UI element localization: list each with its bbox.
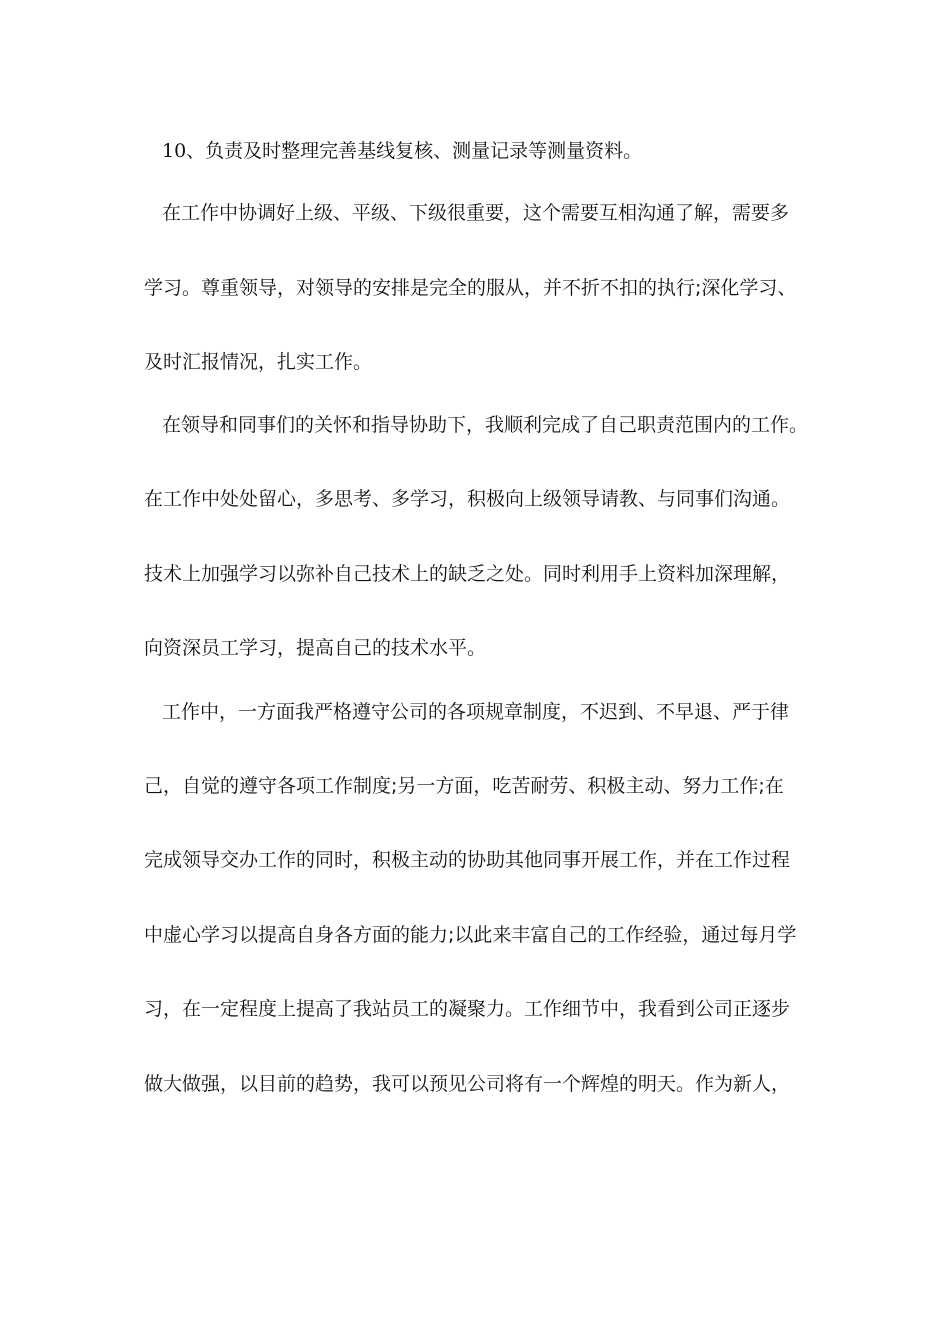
paragraph-3-line-1: 工作中，一方面我严格遵守公司的各项规章制度，不迟到、不早退、严于律: [162, 701, 790, 723]
list-item-10: 10、负责及时整理完善基线复核、测量记录等测量资料。: [162, 140, 643, 162]
paragraph-2-line-2: 在工作中处处留心，多思考、多学习，积极向上级领导请教、与同事们沟通。: [144, 488, 791, 510]
paragraph-1-line-2: 学习。尊重领导，对领导的安排是完全的服从，并不折不扣的执行;深化学习、: [144, 277, 797, 299]
paragraph-3-line-6: 做大做强，以目前的趋势，我可以预见公司将有一个辉煌的明天。作为新人，: [144, 1073, 791, 1095]
paragraph-2-line-1: 在领导和同事们的关怀和指导协助下，我顺利完成了自己职责范围内的工作。: [162, 414, 809, 436]
paragraph-1-line-1: 在工作中协调好上级、平级、下级很重要，这个需要互相沟通了解，需要多: [162, 202, 790, 224]
paragraph-3-line-4: 中虚心学习以提高自身各方面的能力;以此来丰富自己的工作经验，通过每月学: [144, 924, 797, 946]
paragraph-1-line-3: 及时汇报情况，扎实工作。: [144, 351, 373, 373]
paragraph-3-line-2: 己，自觉的遵守各项工作制度;另一方面，吃苦耐劳、积极主动、努力工作;在: [144, 775, 784, 797]
paragraph-3-line-5: 习，在一定程度上提高了我站员工的凝聚力。工作细节中，我看到公司正逐步: [144, 998, 791, 1020]
paragraph-2-line-3: 技术上加强学习以弥补自己技术上的缺乏之处。同时利用手上资料加深理解，: [144, 563, 791, 585]
paragraph-2-line-4: 向资深员工学习，提高自己的技术水平。: [144, 637, 487, 659]
paragraph-3-line-3: 完成领导交办工作的同时，积极主动的协助其他同事开展工作，并在工作过程: [144, 849, 791, 871]
